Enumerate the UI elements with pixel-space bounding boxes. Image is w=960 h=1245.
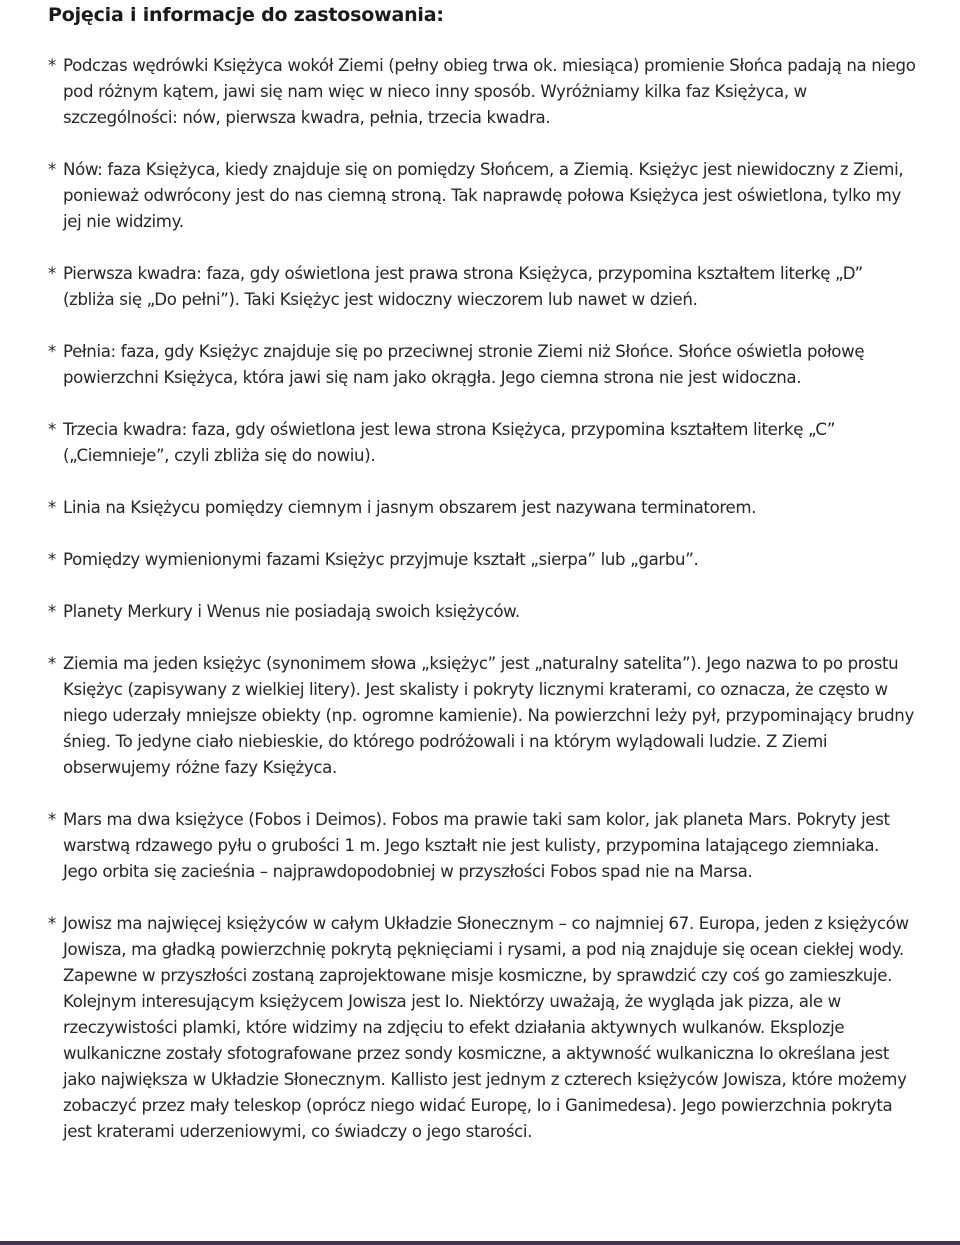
page-heading: Pojęcia i informacje do zastosowania: (48, 4, 444, 26)
entry-text: Linia na Księżycu pomiędzy ciemnym i jasnym obszarem jest nazywana terminatorem. (63, 498, 757, 517)
entry-bullet: * (48, 914, 56, 933)
entry-text: Planety Merkury i Wenus nie posiadają swoich księżyców. (63, 602, 520, 621)
entry-new-moon (48, 157, 918, 235)
entry-earth-moon (48, 651, 918, 781)
entry-text: Podczas wędrówki Księżyca wokół Ziemi (pełny obieg trwa ok. miesiąca) promienie Słońca padają na niego pod różnym kątem, jawi się nam więc w nieco inny sposób. Wyróżniamy kilka faz Księżyca, w szczególności: nów, pierwsza kwadra, pełnia, trzecia kwadra. (63, 56, 916, 127)
entry-text: Nów: faza Księżyca, kiedy znajduje się on pomiędzy Słońcem, a Ziemią. Księżyc jest niewidoczny z Ziemi, ponieważ odwrócony jest do nas ciemną stroną. Tak naprawdę połowa Księżyca jest oświetlona, tylko my jej nie widzimy. (63, 160, 904, 231)
entry-text: Trzecia kwadra: faza, gdy oświetlona jest lewa strona Księżyca, przypomina kształtem literkę „C” („Ciemnieje”, czyli zbliża się do nowiu). (63, 420, 836, 465)
entry-bullet: * (48, 602, 56, 621)
entry-text: Pierwsza kwadra: faza, gdy oświetlona jest prawa strona Księżyca, przypomina kształtem literkę „D” (zbliża się „Do pełni”). Taki Księżyc jest widoczny wieczorem lub nawet w dzień. (63, 264, 863, 309)
entry-bullet: * (48, 550, 56, 569)
entry-bullet: * (48, 498, 56, 517)
entry-jupiter-moons (48, 911, 918, 1145)
entry-text: Pełnia: faza, gdy Księżyc znajduje się po przeciwnej stronie Ziemi niż Słońce. Słońce oświetla połowę powierzchni Księżyca, która jawi się nam jako okrągła. Jego ciemna strona nie jest widoczna. (63, 342, 865, 387)
entry-full-moon (48, 339, 918, 391)
entry-bullet: * (48, 342, 56, 361)
entries-list (48, 53, 918, 1145)
entry-bullet: * (48, 160, 56, 179)
document-page (48, 0, 918, 1145)
entry-text: Mars ma dwa księżyce (Fobos i Deimos). Fobos ma prawie taki sam kolor, jak planeta Mars. Pokryty jest warstwą rdzawego pyłu o grubości 1 m. Jego kształt nie jest kulisty, przypomina latającego ziemniaka. Jego orbita się zacieśnia – najprawdopodobniej w przyszłości Fobos spad nie na Marsa. (63, 810, 890, 881)
entry-third-quarter (48, 417, 918, 469)
entry-crescent-gibbous (48, 547, 918, 573)
entry-mars-moons (48, 807, 918, 885)
entry-bullet: * (48, 654, 56, 673)
bottom-divider (0, 1241, 960, 1245)
entry-moon-phases (48, 53, 918, 131)
entry-text: Ziemia ma jeden księżyc (synonimem słowa „księżyc” jest „naturalny satelita”). Jego nazwa to po prostu Księżyc (zapisywany z wielkiej litery). Jest skalisty i pokryty licznymi kraterami, co oznacza, że często w niego uderzały mniejsze obiekty (np. ogromne kamienie). Na powierzchni leży pył, przypominający brudny śnieg. To jedyne ciało niebieskie, do którego podróżowali i na którym wylądowali ludzie. Z Ziemi obserwujemy różne fazy Księżyca. (63, 654, 914, 777)
entry-bullet: * (48, 420, 56, 439)
entry-terminator (48, 495, 918, 521)
entry-bullet: * (48, 56, 56, 75)
entry-bullet: * (48, 264, 56, 283)
entry-text: Pomiędzy wymienionymi fazami Księżyc przyjmuje kształt „sierpa” lub „garbu”. (63, 550, 699, 569)
entry-text: Jowisz ma najwięcej księżyców w całym Układzie Słonecznym – co najmniej 67. Europa, jeden z księżyców Jowisza, ma gładką powierzchnię pokrytą pęknięciami i rysami, a pod nią znajduje się ocean ciekłej wody. Zapewne w przyszłości zostaną zaprojektowane misje kosmiczne, by sprawdzić czy coś go zamieszkuje. Kolejnym interesującym księżycem Jowisza jest Io. Niektórzy uważają, że wygląda jak pizza, ale w rzeczywistości plamki, które widzimy na zdjęciu to efekt działania aktywnych wulkanów. Eksplozje wulkaniczne zostały sfotografowane przez sondy kosmiczne, a aktywność wulkaniczna Io określana jest jako największa w Układzie Słonecznym. Kallisto jest jednym z czterech księżyców Jowisza, które możemy zobaczyć przez mały teleskop (oprócz niego widać Europę, Io i Ganimedesa). Jego powierzchnia pokryta jest kraterami uderzeniowymi, co świadczy o jego starości. (63, 914, 909, 1141)
entry-first-quarter (48, 261, 918, 313)
entry-bullet: * (48, 810, 56, 829)
entry-mercury-venus (48, 599, 918, 625)
